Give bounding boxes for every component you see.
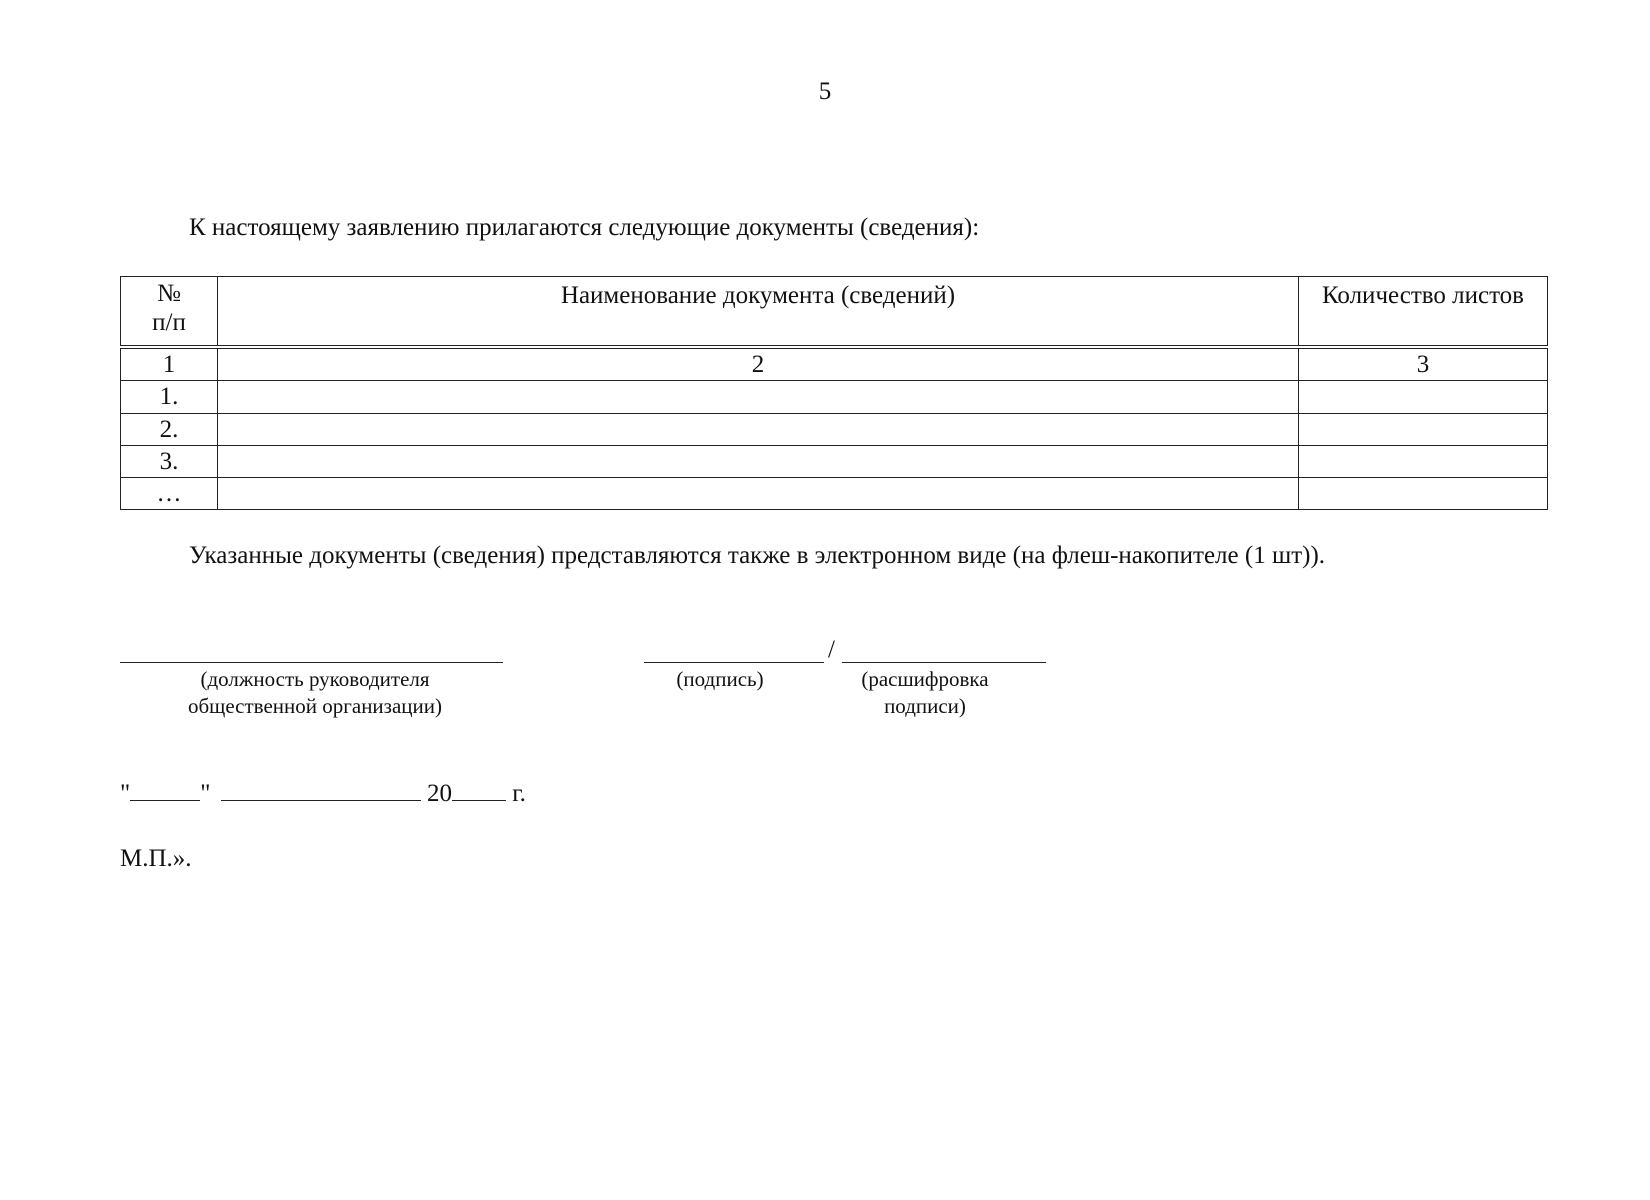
table-row [121, 347, 1548, 381]
intro-text: К настоящему заявлению прилагаются следующие документы (сведения): [189, 214, 980, 241]
cell-name [218, 413, 1299, 445]
date-line [120, 780, 526, 808]
cell-quantity [1299, 413, 1548, 445]
table-row [121, 413, 1548, 445]
date-close-quote: " [200, 780, 211, 807]
table-row [121, 445, 1548, 477]
year-suffix: г. [512, 780, 526, 807]
position-caption: (должность руководителя общественной организации) [187, 667, 442, 718]
table-row [121, 381, 1548, 413]
table-header-row [121, 277, 1548, 348]
month-blank [221, 780, 421, 801]
header-quantity [1299, 277, 1548, 348]
day-blank [130, 780, 200, 801]
year-prefix: 20 [426, 780, 452, 807]
documents-table [120, 276, 1548, 510]
cell-quantity [1299, 477, 1548, 509]
signature-line [644, 662, 824, 663]
date-open-quote: " [120, 780, 131, 807]
header-number [121, 277, 218, 348]
cell-quantity [1299, 381, 1548, 413]
cell-number: 3. [121, 445, 218, 477]
cell-quantity: 3 [1299, 347, 1548, 381]
header-number-label: № п/п [152, 280, 186, 336]
table-row [121, 477, 1548, 509]
page-number: 5 [818, 78, 832, 105]
cell-quantity [1299, 445, 1548, 477]
electronic-copy-note: Указанные документы (сведения) представляются также в электронном виде (на флеш-накопителе (1 шт)). [189, 542, 1326, 569]
cell-name: 2 [218, 347, 1299, 381]
header-quantity-label: Количество листов [1321, 282, 1524, 309]
signature-slash: / [828, 636, 835, 663]
decoding-line [842, 662, 1046, 663]
cell-name [218, 381, 1299, 413]
cell-number: … [121, 477, 218, 509]
cell-number: 1. [121, 381, 218, 413]
cell-name [218, 445, 1299, 477]
signature-caption: (подпись) [676, 667, 764, 691]
year-blank [452, 780, 506, 801]
header-name-label: Наименование документа (сведений) [560, 282, 956, 309]
decoding-caption: (расшифровка подписи) [861, 667, 989, 718]
header-name [218, 277, 1299, 348]
cell-number: 1 [121, 347, 218, 381]
position-line [120, 662, 503, 663]
cell-number: 2. [121, 413, 218, 445]
cell-name [218, 477, 1299, 509]
stamp-mark: М.П.». [120, 845, 192, 872]
